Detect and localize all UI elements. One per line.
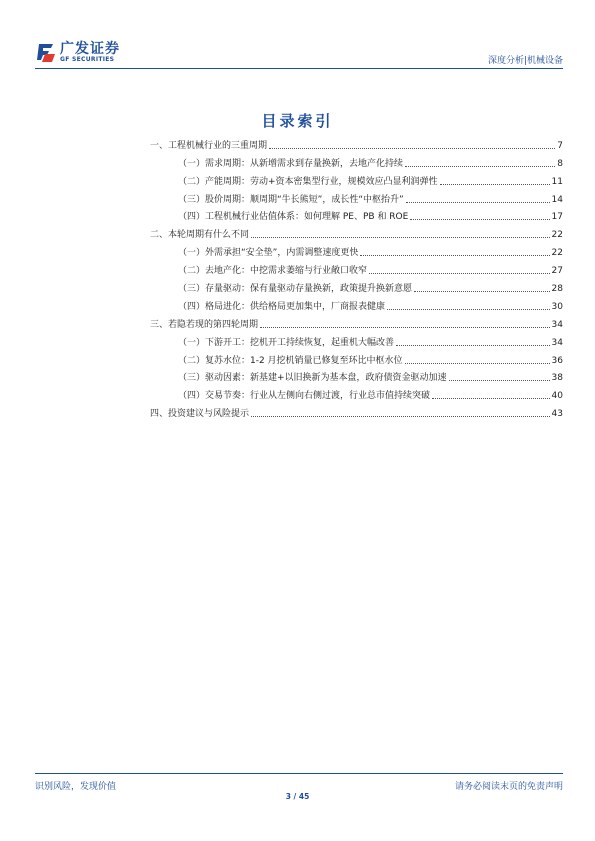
toc-entry-title: （二）产能周期：劳动+资本密集型行业，规模效应凸显利润弹性 [178, 176, 438, 187]
toc-chapter-entry[interactable] [150, 402, 563, 420]
toc-entry-title: 三、若隐若现的第四轮周期 [150, 319, 259, 330]
toc-entry-title: （二）复苏水位：1-2 月挖机销量已修复至环比中枢水位 [178, 355, 403, 366]
toc-entry-title: 二、本轮周期有什么不同 [150, 230, 250, 241]
toc-section-entry[interactable] [150, 170, 563, 188]
toc-entry-page: 28 [551, 284, 563, 295]
toc-leader-dots [440, 184, 550, 185]
toc-entry-title: （四）格局进化：供给格局更加集中，厂商报表健康 [178, 301, 386, 312]
toc-section-entry[interactable] [150, 277, 563, 295]
toc-leader-dots [405, 363, 550, 364]
toc-leader-dots [406, 202, 550, 203]
toc-entry-page: 22 [551, 230, 563, 241]
toc-title: 目录索引 [261, 112, 334, 130]
toc-section-entry[interactable] [150, 206, 563, 224]
toc-section-entry[interactable] [150, 331, 563, 349]
toc-entry-title: （一）下游开工：挖机开工持续恢复，起重机大幅改善 [178, 337, 395, 348]
toc-leader-dots [269, 148, 555, 149]
toc-entry-page: 22 [551, 248, 563, 259]
logo-chinese-name: 广发证券 [60, 41, 120, 57]
toc-leader-dots [251, 416, 550, 417]
table-of-contents [150, 134, 563, 420]
toc-entry-title: （三）存量驱动：保有量驱动存量换新，政策提升换新意愿 [178, 284, 413, 295]
page-number: 3 / 45 [285, 792, 310, 801]
toc-entry-page: 40 [551, 391, 563, 402]
page-header [35, 38, 563, 68]
toc-entry-page: 8 [557, 158, 563, 169]
toc-entry-page: 34 [551, 319, 563, 330]
toc-leader-dots [251, 237, 550, 238]
toc-entry-title: （二）去地产化：中挖需求萎缩与行业敞口收窄 [178, 266, 368, 277]
toc-leader-dots [369, 273, 550, 274]
toc-section-entry[interactable] [150, 384, 563, 402]
toc-section-entry[interactable] [150, 152, 563, 170]
toc-section-entry[interactable] [150, 188, 563, 206]
toc-leader-dots [414, 291, 550, 292]
toc-entry-page: 36 [551, 355, 563, 366]
toc-entry-title: （四）交易节奏：行业从左侧向右侧过渡，行业总市值持续突破 [178, 391, 431, 402]
toc-section-entry[interactable] [150, 295, 563, 313]
toc-chapter-entry[interactable] [150, 134, 563, 152]
toc-entry-page: 27 [551, 266, 563, 277]
toc-entry-page: 43 [551, 409, 563, 420]
toc-entry-page: 7 [557, 140, 563, 151]
toc-entry-page: 14 [551, 194, 563, 205]
toc-entry-title: （一）外需承担“安全垫”，内需调整速度更快 [178, 248, 359, 259]
toc-leader-dots [405, 166, 555, 167]
toc-section-entry[interactable] [150, 349, 563, 367]
toc-entry-title: （三）股价周期：顺周期“牛长熊短”，成长性“中枢抬升” [178, 194, 404, 205]
toc-entry-title: （一）需求周期：从新增需求到存量换新，去地产化持续 [178, 158, 404, 169]
toc-entry-title: 四、投资建议与风险提示 [150, 409, 250, 420]
toc-leader-dots [387, 309, 550, 310]
toc-entry-title: （三）驱动因素：新基建+以旧换新为基本盘，政府债资金驱动加速 [178, 373, 447, 384]
toc-section-entry[interactable] [150, 367, 563, 385]
toc-entry-page: 38 [551, 373, 563, 384]
toc-leader-dots [410, 219, 549, 220]
report-category: 深度分析|机械设备 [487, 56, 563, 66]
toc-entry-title: 一、工程机械行业的三重周期 [150, 140, 268, 151]
toc-entry-title: （四）工程机械行业估值体系：如何理解 PE、PB 和 ROE [178, 212, 409, 223]
toc-entry-page: 17 [551, 212, 563, 223]
toc-leader-dots [432, 398, 550, 399]
gf-securities-logo [35, 38, 145, 68]
toc-leader-dots [260, 327, 550, 328]
toc-section-entry[interactable] [150, 241, 563, 259]
footer-divider [35, 773, 563, 774]
footer-disclaimer: 请务必阅读末页的免责声明 [454, 782, 563, 792]
toc-section-entry[interactable] [150, 259, 563, 277]
logo-english-name: GF SECURITIES [60, 56, 115, 63]
gf-logo-icon [35, 40, 57, 64]
toc-chapter-entry[interactable] [150, 223, 563, 241]
header-divider [35, 68, 563, 69]
footer-slogan: 识别风险，发现价值 [35, 782, 117, 792]
toc-leader-dots [449, 380, 550, 381]
toc-leader-dots [396, 345, 550, 346]
toc-entry-page: 11 [551, 176, 563, 187]
toc-entry-page: 34 [551, 337, 563, 348]
toc-chapter-entry[interactable] [150, 313, 563, 331]
toc-entry-page: 30 [551, 301, 563, 312]
toc-leader-dots [360, 255, 549, 256]
